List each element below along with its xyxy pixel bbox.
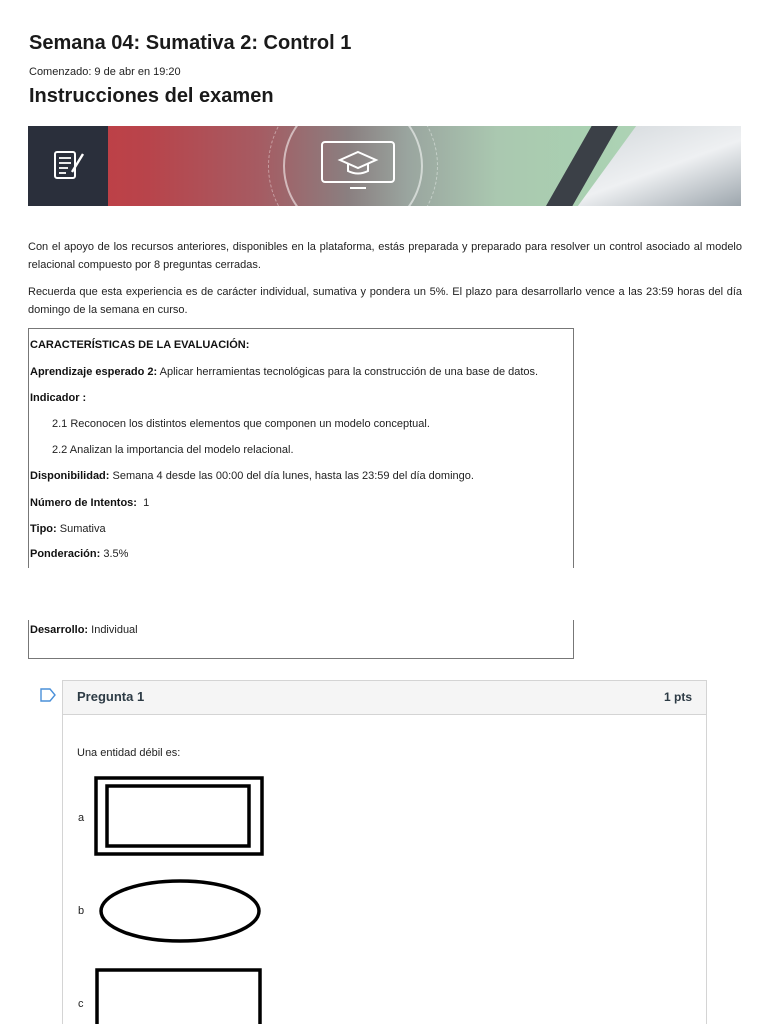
banner-laptop-keyboard <box>508 126 741 206</box>
question-header <box>63 681 706 715</box>
indicator-label: Indicador : <box>30 392 87 404</box>
indicator-item-1: 2.1 Reconocen los distintos elementos que componen un modelo conceptual. <box>52 418 430 430</box>
option-label-b: b <box>78 905 85 917</box>
instructions-title: Instrucciones del examen <box>29 85 274 107</box>
rectangle-option-image[interactable] <box>95 968 263 1024</box>
started-timestamp: Comenzado: 9 de abr en 19:20 <box>29 66 181 78</box>
type-row: Tipo: Sumativa <box>30 523 106 535</box>
page-title: Semana 04: Sumativa 2: Control 1 <box>29 32 352 54</box>
checklist-pencil-icon <box>48 146 88 186</box>
flag-question-icon[interactable] <box>40 688 56 702</box>
attempts-row: Número de Intentos: 1 <box>30 497 150 509</box>
double-rectangle-option-image[interactable] <box>94 776 264 856</box>
banner-icon-panel <box>28 126 108 206</box>
ellipse-option-image[interactable] <box>98 878 262 944</box>
option-label-a: a <box>78 812 85 824</box>
intro-paragraph-1: Con el apoyo de los recursos anteriores, disponibles en la plataforma, estás preparada y preparado para resolver un control asociado al modelo relacional compuesto por 8 preguntas cerradas. <box>28 241 742 271</box>
learning-outcome-row: Aprendizaje esperado 2: Aplicar herramientas tecnológicas para la construcción de una base de datos. <box>30 366 539 378</box>
question-points: 1 pts <box>663 690 692 704</box>
exam-banner <box>28 126 741 206</box>
monitor-graduation-cap-icon <box>318 138 398 194</box>
question-text: Una entidad débil es: <box>77 747 181 759</box>
question-card <box>62 680 707 1024</box>
indicator-item-2: 2.2 Analizan la importancia del modelo relacional. <box>52 444 294 456</box>
option-label-c: c <box>78 998 84 1010</box>
weight-row: Ponderación: 3.5% <box>30 548 129 560</box>
availability-row: Disponibilidad: Semana 4 desde las 00:00 del día lunes, hasta las 23:59 del día domingo. <box>30 470 474 482</box>
development-row: Desarrollo: Individual <box>30 624 138 636</box>
characteristics-heading: CARACTERÍSTICAS DE LA EVALUACIÓN: <box>30 339 250 351</box>
question-title: Pregunta 1 <box>77 689 145 704</box>
intro-paragraph-2: Recuerda que esta experiencia es de carácter individual, sumativa y pondera un 5%. El plazo para desarrollarlo vence a las 23:59 horas del día domingo de la semana en curso. <box>28 286 742 316</box>
